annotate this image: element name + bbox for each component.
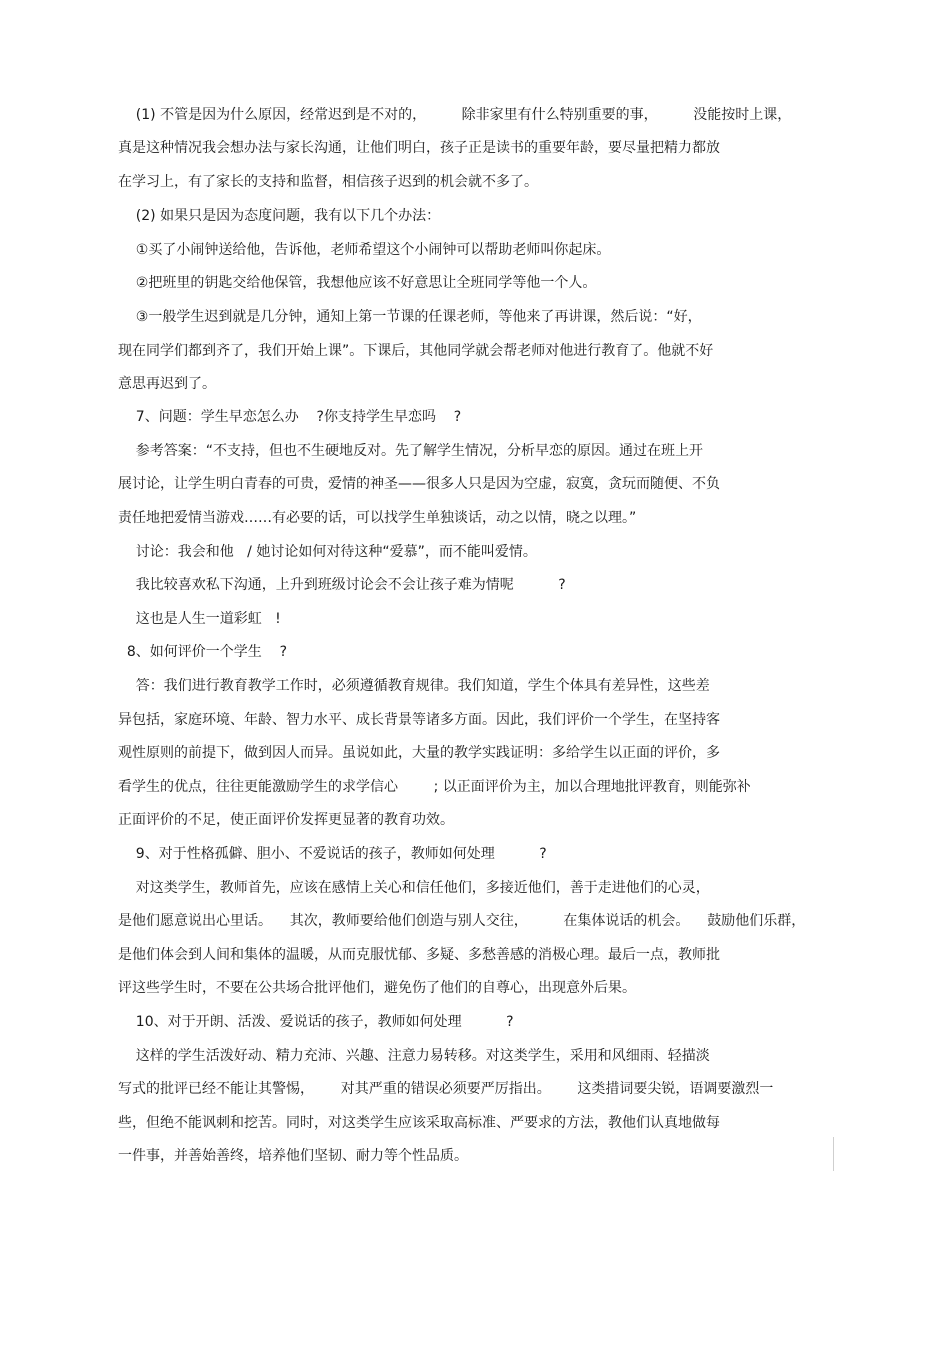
margin-rule [833, 1137, 834, 1171]
section-heading-10: 10、对于开朗、活泼、爱说话的孩子，教师如何处理 ? [118, 1014, 514, 1030]
text-line: 正面评价的不足，使正面评价发挥更显著的教育功效。 [118, 812, 454, 828]
text-line: 展讨论，让学生明白青春的可贵，爱情的神圣——很多人只是因为空虚，寂寞，贪玩而随便、不负 [118, 476, 720, 492]
text-line: 是他们体会到人间和集体的温暖，从而克服忧郁、多疑、多愁善感的消极心理。最后一点，教师批 [118, 947, 720, 963]
text-line: 是他们愿意说出心里话。 其次，教师要给他们创造与别人交往， 在集体说话的机会。 鼓励他们乐群， [118, 913, 806, 929]
text-line: 讨论：我会和他 / 她讨论如何对待这种“爱慕”，而不能叫爱情。 [118, 544, 537, 560]
text-line: ①买了小闹钟送给他，告诉他，老师希望这个小闹钟可以帮助老师叫你起床。 [118, 242, 611, 258]
text-line: (1) 不管是因为什么原因，经常迟到是不对的， 除非家里有什么特别重要的事， 没能按时上课， [118, 107, 792, 123]
text-line: 对这类学生，教师首先，应该在感情上关心和信任他们，多接近他们，善于走进他们的心灵， [118, 880, 710, 896]
text-line: 在学习上，有了家长的支持和监督，相信孩子迟到的机会就不多了。 [118, 174, 538, 190]
text-line: 意思再迟到了。 [118, 376, 216, 392]
text-line: ③一般学生迟到就是几分钟，通知上第一节课的任课老师，等他来了再讲课，然后说：“好， [118, 309, 702, 325]
text-line: ②把班里的钥匙交给他保管，我想他应该不好意思让全班同学等他一个人。 [118, 275, 597, 291]
text-line: (2) 如果只是因为态度问题，我有以下几个办法： [118, 208, 441, 224]
section-heading-7: 7、问题：学生早恋怎么办 ?你支持学生早恋吗 ? [118, 409, 462, 425]
text-line: 这样的学生活泼好动、精力充沛、兴趣、注意力易转移。对这类学生，采用和风细雨、轻描淡 [118, 1048, 710, 1064]
section-heading-8: 8、如何评价一个学生 ? [118, 644, 288, 660]
text-line: 责任地把爱情当游戏……有必要的话，可以找学生单独谈话，动之以情，晓之以理。” [118, 510, 637, 526]
text-line: 真是这种情况我会想办法与家长沟通，让他们明白，孩子正是读书的重要年龄，要尽量把精力都放 [118, 140, 720, 156]
text-line: 看学生的优点，往往更能激励学生的求学信心 ; 以正面评价为主，加以合理地批评教育，则能弥补 [118, 779, 751, 795]
section-heading-9: 9、对于性格孤僻、胆小、不爱说话的孩子，教师如何处理 ? [118, 846, 547, 862]
text-line: 答：我们进行教育教学工作时，必须遵循教育规律。我们知道，学生个体具有差异性，这些差 [118, 678, 710, 694]
text-line: 这也是人生一道彩虹 ! [118, 611, 281, 627]
text-line: 我比较喜欢私下沟通，上升到班级讨论会不会让孩子难为情呢 ? [118, 577, 566, 593]
text-line: 评这些学生时，不要在公共场合批评他们，避免伤了他们的自尊心，出现意外后果。 [118, 980, 636, 996]
text-line: 异包括，家庭环境、年龄、智力水平、成长背景等诸多方面。因此，我们评价一个学生，在坚持客 [118, 712, 720, 728]
text-line: 一件事，并善始善终，培养他们坚韧、耐力等个性品质。 [118, 1148, 468, 1164]
text-line: 观性原则的前提下，做到因人而异。虽说如此，大量的教学实践证明：多给学生以正面的评价，多 [118, 745, 720, 761]
text-line: 写式的批评已经不能让其警惕， 对其严重的错误必须要严厉指出。 这类措词要尖锐，语调要激烈一 [118, 1081, 774, 1097]
text-line: 现在同学们都到齐了，我们开始上课”。下课后，其他同学就会帮老师对他进行教育了。他就不好 [118, 343, 714, 359]
text-line: 些，但绝不能讽刺和挖苦。同时，对这类学生应该采取高标准、严要求的方法，教他们认真地做每 [118, 1115, 720, 1131]
text-line: 参考答案：“不支持，但也不生硬地反对。先了解学生情况，分析早恋的原因。通过在班上开 [118, 443, 704, 459]
